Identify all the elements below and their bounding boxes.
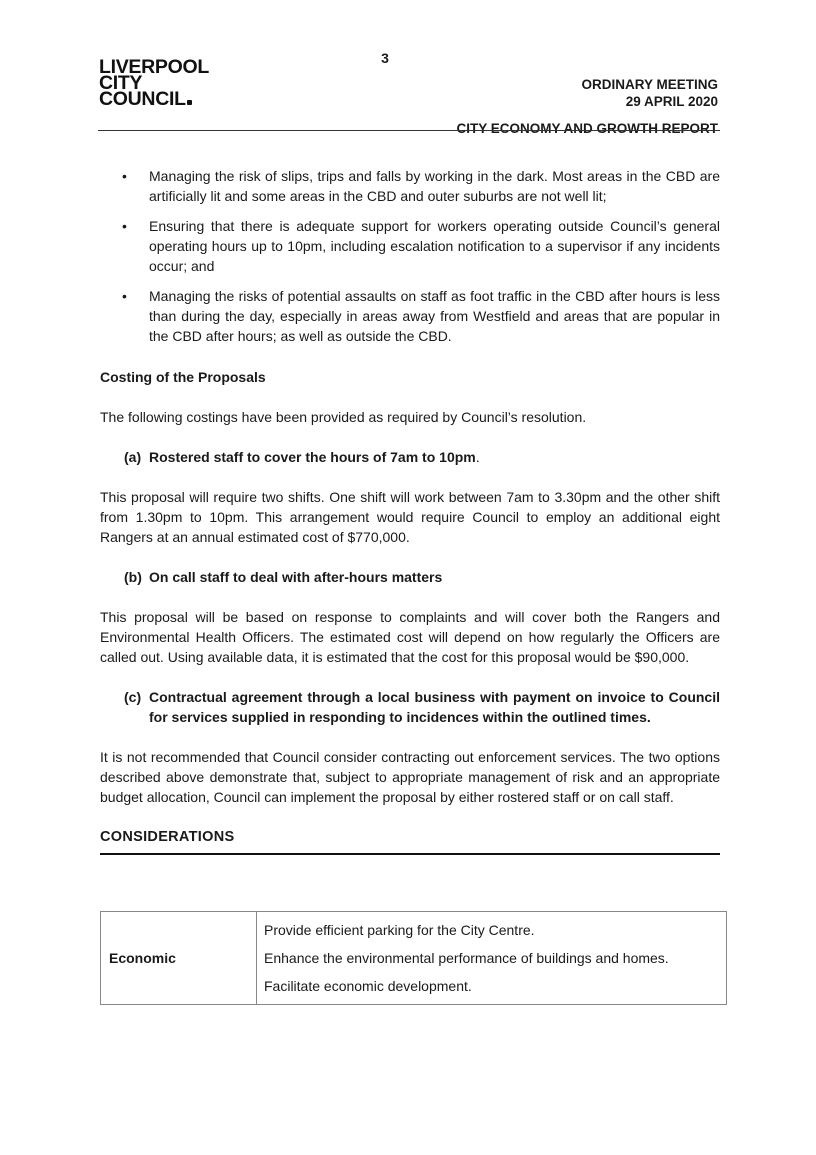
option-c-heading (100, 687, 720, 727)
meeting-title: ORDINARY MEETING (581, 77, 718, 92)
category-cell: Economic (101, 912, 257, 1005)
bullet-icon: • (122, 218, 127, 234)
page-number: 3 (381, 50, 389, 66)
items-cell (257, 912, 727, 1005)
bullet-item (100, 216, 720, 276)
document-body (100, 166, 720, 855)
bullet-item (100, 166, 720, 206)
report-title: CITY ECONOMY AND GROWTH REPORT (456, 121, 718, 136)
logo-line-3 (99, 88, 209, 110)
meeting-date: 29 APRIL 2020 (625, 94, 718, 109)
option-b-label: (b) (124, 569, 142, 585)
bullet-icon: • (122, 168, 127, 184)
option-a-label: (a) (124, 449, 142, 465)
option-a-body: This proposal will require two shifts. One shift will work between 7am to 3.30pm and the other shift from 1.30pm to 10pm. This arrangement would require Council to employ an additional eight Rangers at an annual estimated cost of $770,000. (100, 489, 720, 545)
consideration-item: Provide efficient parking for the City Centre. (264, 922, 535, 938)
bullet-item (100, 286, 720, 346)
option-b-title: On call staff to deal with after-hours matters (149, 569, 443, 585)
bullet-icon: • (122, 288, 127, 304)
risk-bullet-list (100, 166, 720, 346)
option-c-label: (c) (124, 689, 142, 705)
option-c-body: It is not recommended that Council consider contracting out enforcement services. The two options described above demonstrate that, subject to appropriate management of risk and an appropriate budget allocation, Council can implement the proposal by either rostered staff or on call staff. (100, 749, 720, 805)
option-c-title: Contractual agreement through a local business with payment on invoice to Council for services supplied in responding to incidences within the outlined times. (149, 689, 720, 725)
bullet-text: Managing the risks of potential assaults on staff as foot traffic in the CBD after hours is less than during the day, especially in areas away from Westfield and areas that are popular in the CBD after hours; as well as outside the CBD. (149, 288, 720, 344)
consideration-item: Facilitate economic development. (264, 978, 472, 994)
option-a-title: Rostered staff to cover the hours of 7am to 10pm (149, 449, 476, 465)
council-logo (99, 56, 209, 110)
costing-intro: The following costings have been provided as required by Council’s resolution. (100, 409, 587, 425)
logo-line-3-text: COUNCIL (99, 88, 186, 110)
costing-heading: Costing of the Proposals (100, 369, 266, 385)
considerations-heading: CONSIDERATIONS (100, 827, 720, 855)
table-row (101, 912, 727, 1005)
header-divider (98, 130, 720, 131)
bullet-text: Managing the risk of slips, trips and falls by working in the dark. Most areas in the CBD are artificially lit and some areas in the CBD and outer suburbs are not well lit; (149, 168, 720, 204)
option-b-heading (100, 567, 720, 587)
logo-line-2: CITY (99, 72, 143, 94)
logo-dot-icon (187, 100, 192, 105)
option-a-suffix: . (475, 449, 480, 465)
considerations-table (100, 911, 727, 1005)
logo-line-1: LIVERPOOL (99, 56, 209, 78)
bullet-text: Ensuring that there is adequate support for workers operating outside Council’s general operating hours up to 10pm, including escalation notification to a supervisor if any incidents occur; and (149, 218, 720, 274)
option-b-body: This proposal will be based on response to complaints and will cover both the Rangers and Environmental Health Officers. The estimated cost will depend on how regularly the Officers are called out. Using available data, it is estimated that the cost for this proposal would be $90,000. (100, 609, 720, 665)
document-header (456, 76, 718, 137)
option-a-heading (100, 447, 720, 467)
consideration-item: Enhance the environmental performance of buildings and homes. (264, 950, 669, 966)
